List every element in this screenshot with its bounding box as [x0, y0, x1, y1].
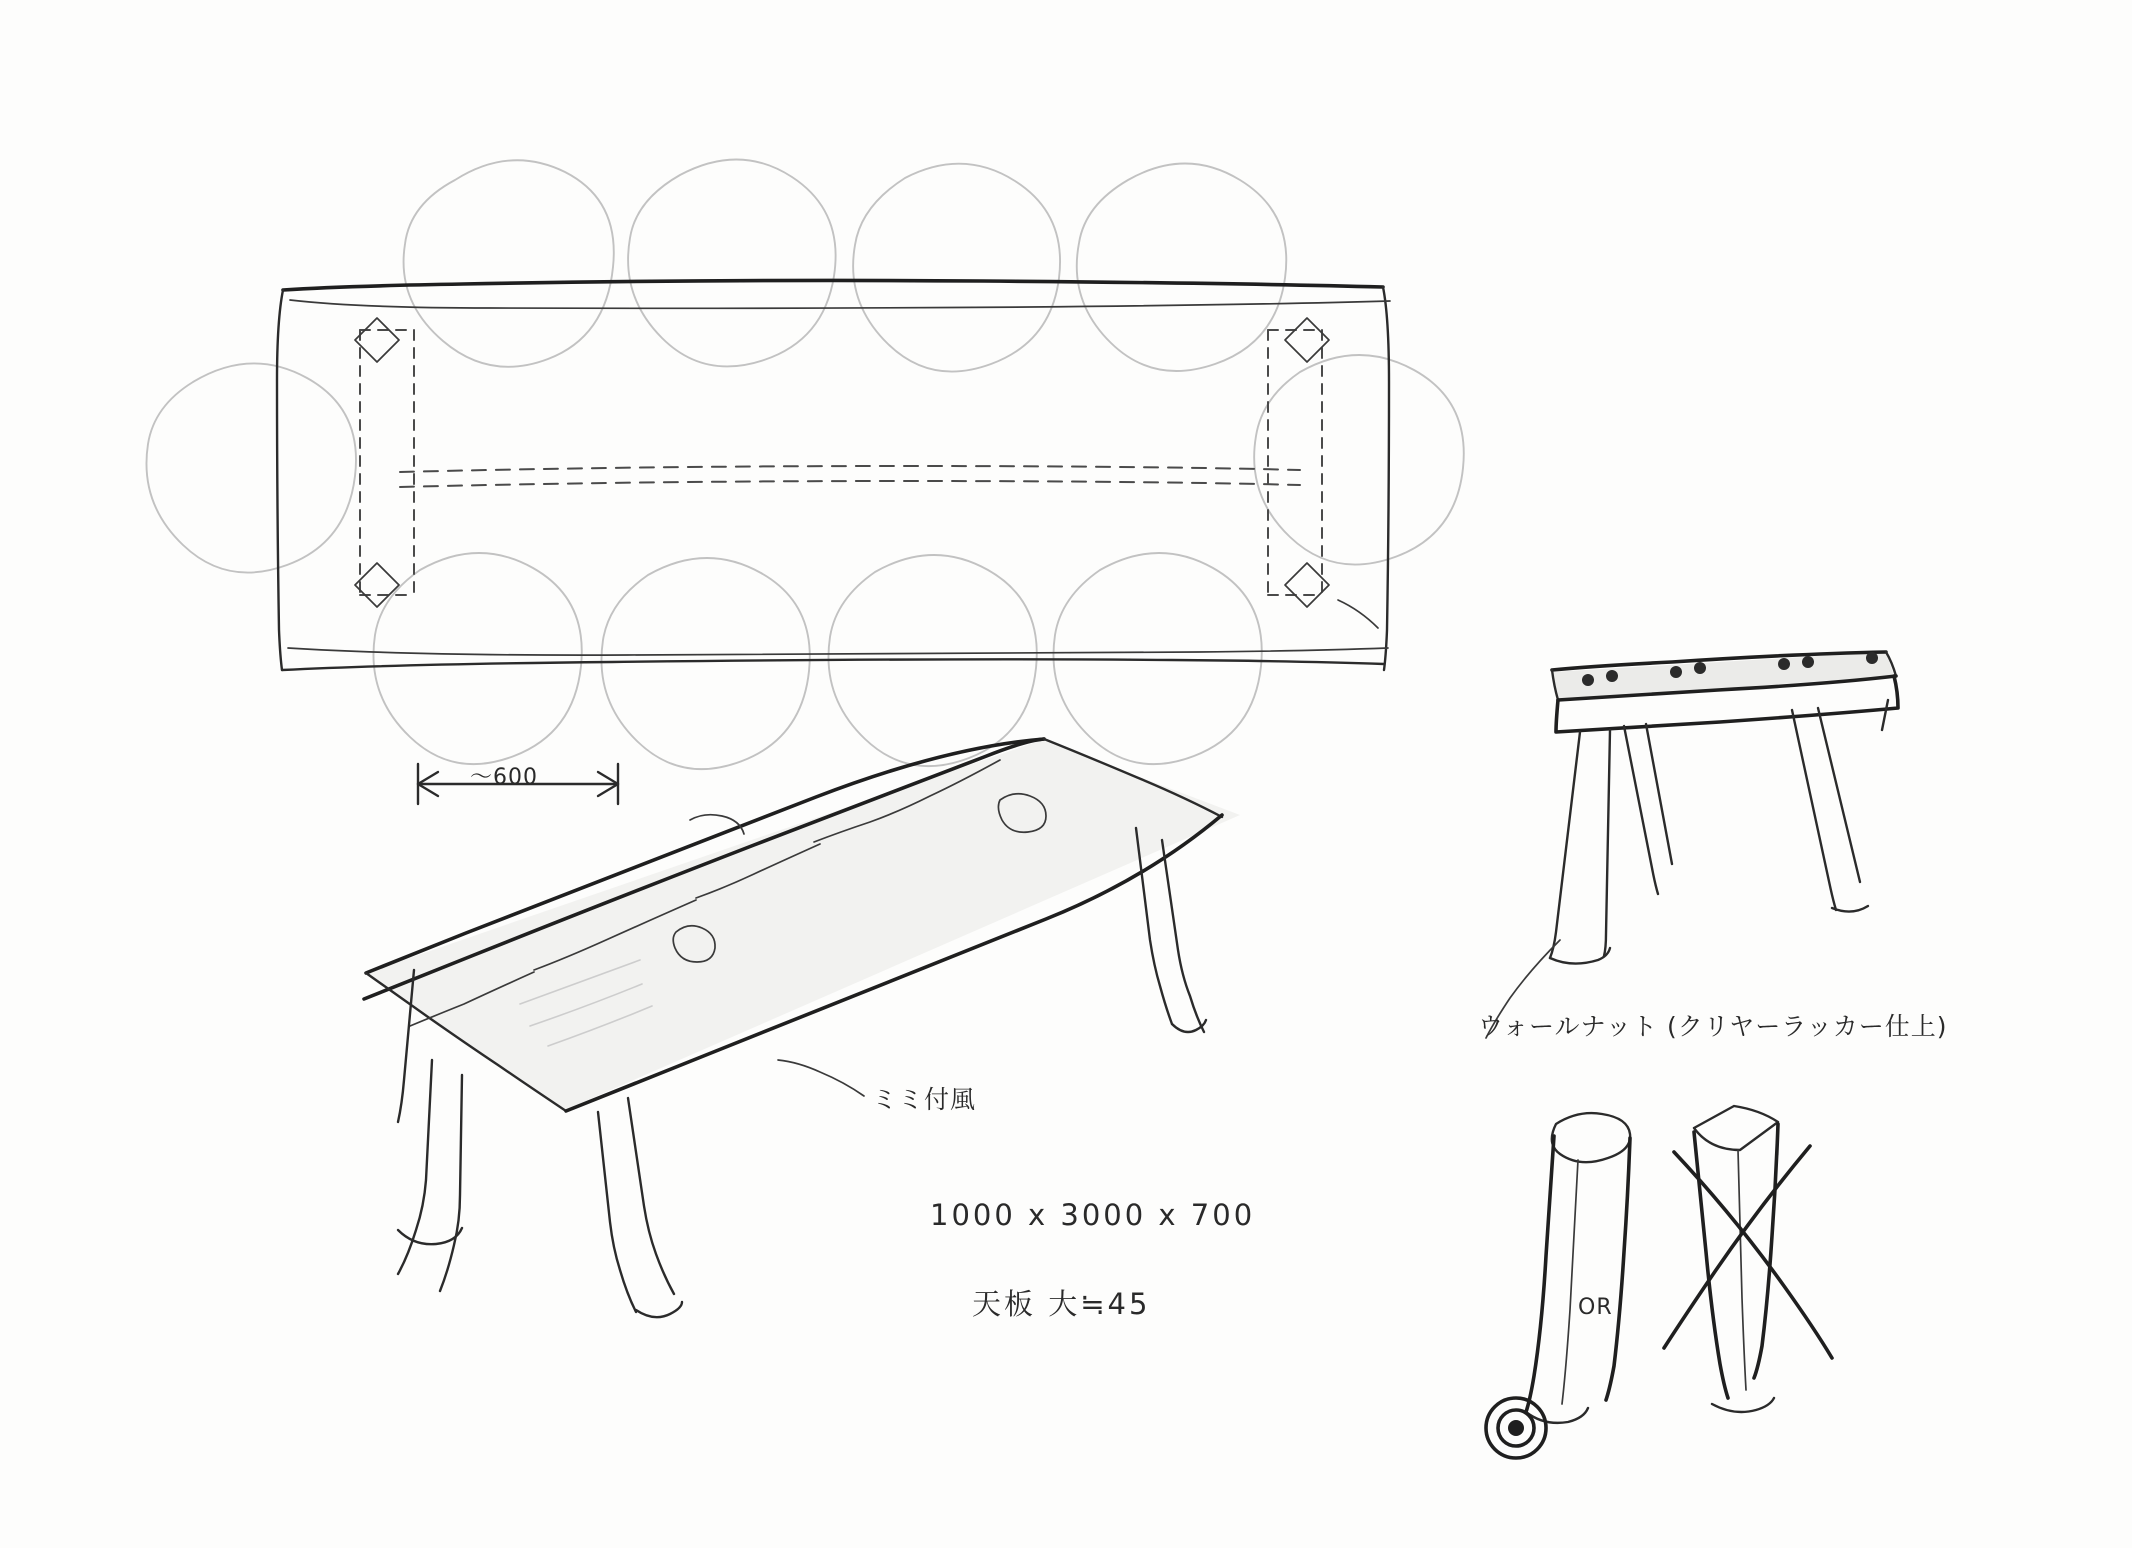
note-walnut-finish: ウォールナット (クリヤーラッカー仕上): [1478, 1012, 1948, 1041]
dimension-label-600: ～600: [470, 765, 538, 790]
leg-detail-options: [1486, 1106, 1832, 1458]
plan-table-outline: [277, 280, 1390, 670]
note-live-edge-style: ミミ付風: [872, 1085, 977, 1114]
perspective-bench: [1486, 652, 1898, 1038]
note-or-option: OR: [1578, 1295, 1613, 1320]
dimension-label-overall: 1000 x 3000 x 700: [930, 1198, 1256, 1232]
plan-chair-circles: [146, 159, 1463, 769]
note-top-board-thickness: 天板 大≒45: [972, 1287, 1151, 1321]
plan-leg-mount-left: [355, 318, 414, 607]
plan-leg-mount-right: [1268, 318, 1378, 628]
plan-center-dashed-line: [400, 466, 1300, 487]
